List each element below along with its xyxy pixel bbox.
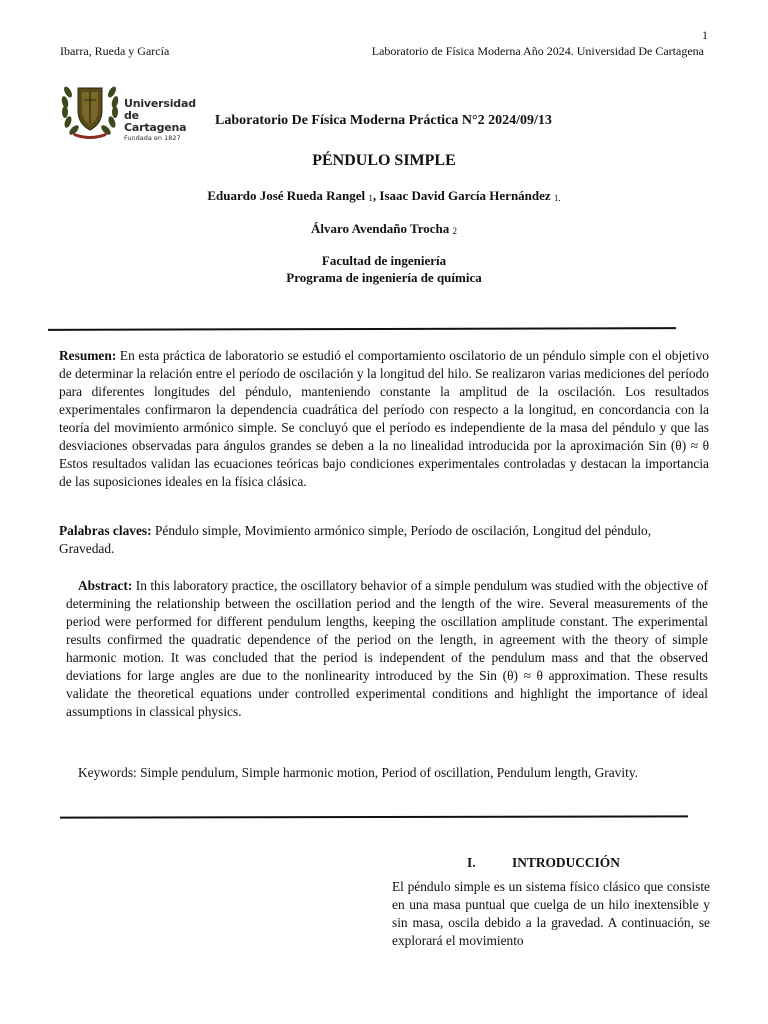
logo-line-2: de Cartagena (124, 109, 187, 134)
keywords-paragraph: Keywords: Simple pendulum, Simple harmonic motion, Period of oscillation, Pendulum length, Gravity. (78, 765, 638, 780)
palabras-claves-text: Péndulo simple, Movimiento armónico simple, Período de oscilación, Longitud del péndulo, Gravedad. (59, 523, 652, 556)
university-crest-icon (58, 78, 122, 140)
affiliation-faculty: Facultad de ingeniería (321, 253, 447, 268)
abstract-label: Abstract: (78, 578, 133, 593)
affiliation-program: Programa de ingeniería de química (286, 270, 482, 285)
lab-header-title: Laboratorio De Física Moderna Práctica N°2 2024/09/13 (215, 113, 552, 128)
section-number: I. (467, 855, 476, 870)
page-number: 1 (702, 28, 708, 42)
affiliation (0, 252, 768, 286)
university-logo (58, 78, 198, 140)
abstract-paragraph (66, 577, 708, 721)
logo-line-1: Universidad (124, 97, 196, 110)
bottom-divider (60, 815, 688, 818)
authors-line-1 (0, 188, 768, 204)
author-2: Isaac David García Hernández (379, 188, 551, 203)
authors-line-2 (0, 221, 768, 237)
running-head-right: Laboratorio de Física Moderna Año 2024. Universidad De Cartagena (371, 44, 704, 58)
author-1: Eduardo José Rueda Rangel (207, 188, 366, 203)
logo-line-3: Fundada en 1827 (124, 134, 181, 142)
author-2-affiliation-mark: 1. (553, 193, 561, 203)
palabras-claves-label: Palabras claves: (59, 523, 152, 538)
top-divider (48, 327, 676, 331)
resumen-text: En esta práctica de laboratorio se estudió el comportamiento oscilatorio de un péndulo simple con el objetivo de determinar la relación entre el período de oscilación y la longitud del hilo. Se realizaron varias mediciones del período para diferentes longitudes del péndulo, manteniendo constante la amplitud de la oscilación. Los resultados experimentales confirmaron la dependencia cuadrática del período con respecto a la longitud, en concordancia con la teoría del movimiento armónico simple. Se concluyó que el período es independiente de la masa del péndulo y que las desviaciones observadas para ángulos grandes se deben a la no linealidad introducida por la aproximación Sin (θ) ≈ θ Estos resultados validan las ecuaciones teóricas bajo condiciones experimentales controladas y destacan la importancia de las suposiciones ideales en la física clásica. (59, 348, 709, 489)
resumen-paragraph (59, 347, 709, 491)
paper-title: PÉNDULO SIMPLE (312, 152, 456, 169)
author-3-affiliation-mark: 2 (452, 226, 457, 236)
author-1-affiliation-mark: 1 (368, 193, 373, 203)
introduction-paragraph: El péndulo simple es un sistema físico clásico que consiste en una masa puntual que cuelga de un hilo inextensible y sin masa, oscila debido a la gravedad. A continuación, se explorará el movimiento (392, 879, 710, 948)
author-3: Álvaro Avendaño Trocha (311, 221, 450, 236)
palabras-claves-paragraph (59, 522, 709, 558)
section-title: INTRODUCCIÓN (512, 855, 620, 870)
author-separator: , (372, 188, 380, 203)
abstract-text: In this laboratory practice, the oscillatory behavior of a simple pendulum was studied with the objective of determining the relationship between the oscillation period and the length of the wire. Several measurements of the period were performed for different pendulum lengths, keeping the oscillation amplitude constant. The experimental results confirmed the quadratic dependence of the period on the length, in agreement with the theory of simple harmonic motion. It was concluded that the period is independent of the pendulum mass and that the observed deviations for large angles are due to the nonlinearity introduced by the Sin (θ) ≈ θ approximation. These results validate the theoretical equations under controlled experimental conditions and highlight the importance of ideal assumptions in classical physics. (66, 578, 708, 719)
running-head-left: Ibarra, Rueda y García (60, 44, 170, 58)
resumen-label: Resumen: (59, 348, 117, 363)
